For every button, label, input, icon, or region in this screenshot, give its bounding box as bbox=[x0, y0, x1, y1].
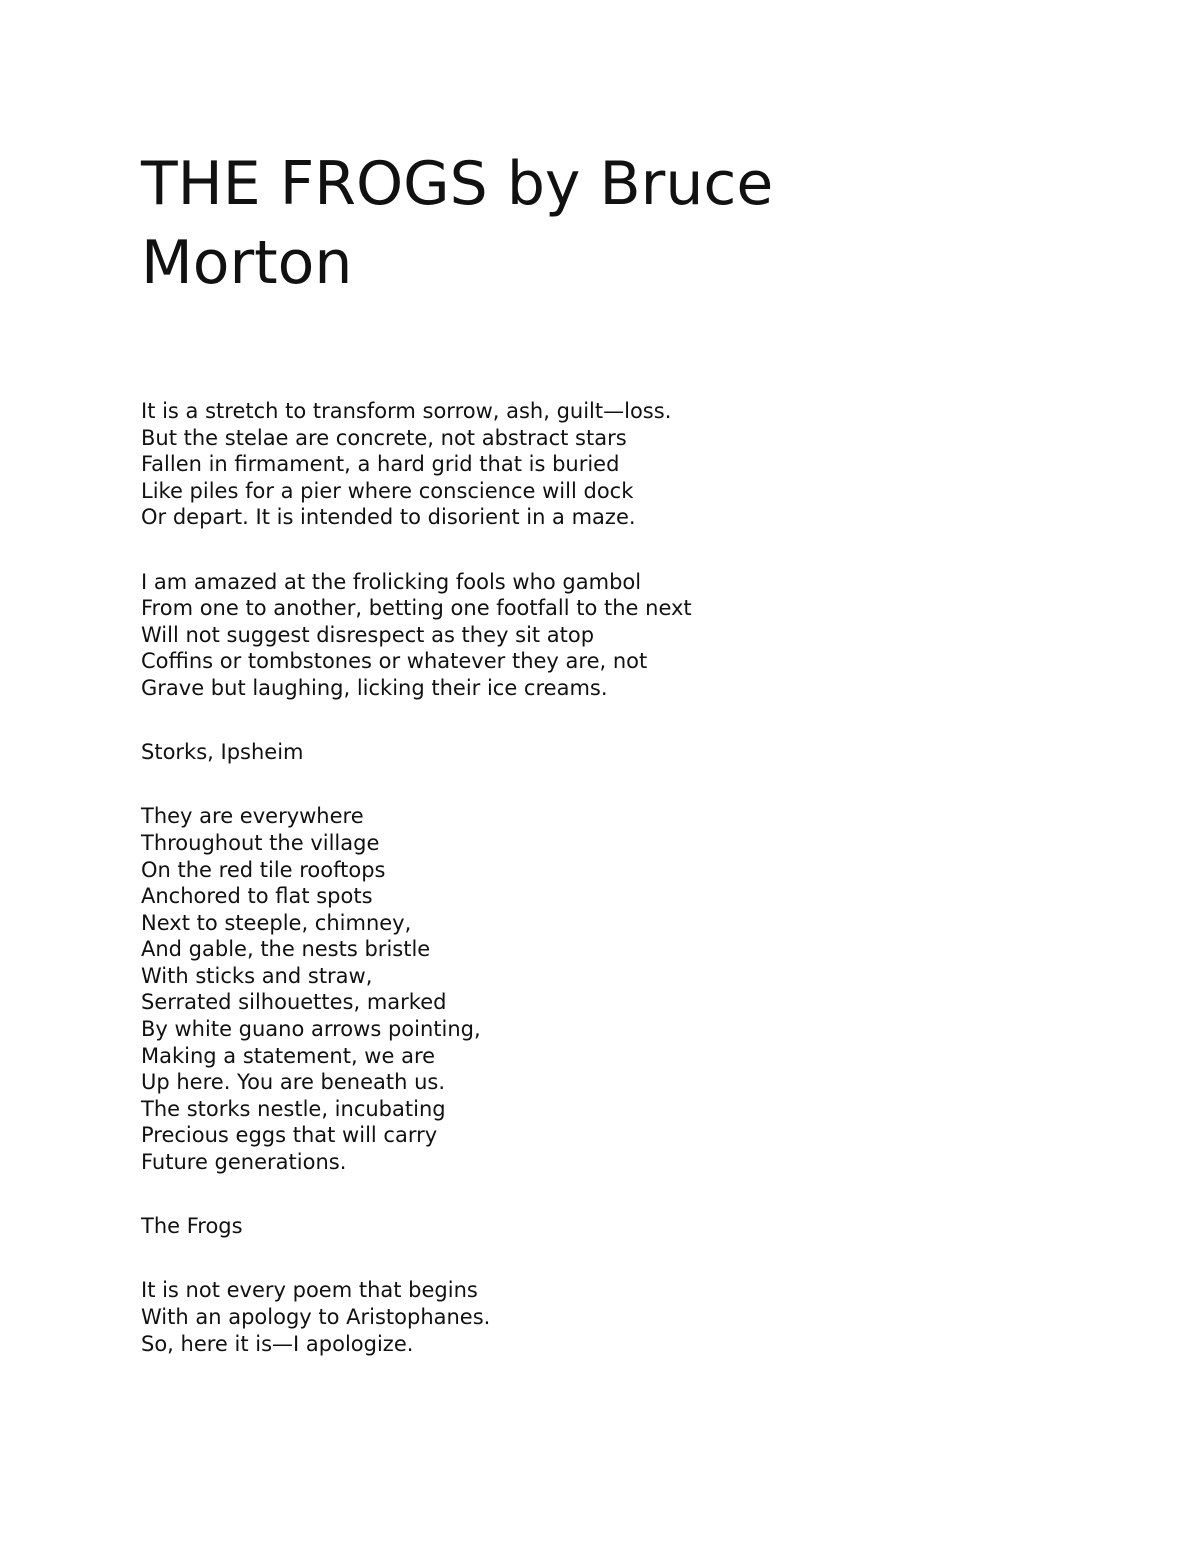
poem-line: I am amazed at the frolicking fools who gambol bbox=[141, 569, 642, 594]
poem-line: It is a stretch to transform sorrow, ash, guilt—loss. bbox=[141, 399, 672, 423]
poem-heading-frogs: The Frogs bbox=[141, 1214, 243, 1239]
poem-line: Precious eggs that will carry bbox=[141, 1123, 438, 1148]
poem-line: Coffins or tombstones or whatever they are, not bbox=[141, 649, 648, 674]
poem-line: And gable, the nests bristle bbox=[141, 937, 431, 962]
poem-line: Anchored to flat spots bbox=[141, 884, 373, 909]
poem-line: Future generations. bbox=[141, 1150, 347, 1175]
poem-line: Throughout the village bbox=[141, 830, 380, 855]
stanza-frogs bbox=[141, 1277, 1041, 1357]
poem-line: From one to another, betting one footfall to the next bbox=[141, 596, 692, 621]
stanza-memorial bbox=[141, 398, 1041, 531]
poem-line: The storks nestle, incubating bbox=[141, 1096, 446, 1121]
poem-line: Making a statement, we are bbox=[141, 1043, 436, 1068]
stanza-frolicking bbox=[141, 569, 1041, 702]
poem-line: They are everywhere bbox=[141, 804, 364, 829]
poem-line: So, here it is—I apologize. bbox=[141, 1331, 414, 1356]
poem-line: Up here. You are beneath us. bbox=[141, 1070, 446, 1095]
poem-line: Or depart. It is intended to disorient in a maze. bbox=[141, 505, 636, 530]
poem-line: Will not suggest disrespect as they sit atop bbox=[141, 622, 595, 647]
document-title: THE FROGS by Bruce Morton bbox=[141, 149, 774, 298]
poem-body bbox=[141, 398, 1041, 1395]
stanza-storks bbox=[141, 803, 1041, 1175]
poem-line: With an apology to Aristophanes. bbox=[141, 1305, 491, 1329]
poem-line: Next to steeple, chimney, bbox=[141, 910, 412, 935]
poem-line: Like piles for a pier where conscience will dock bbox=[141, 478, 634, 503]
poem-line: On the red tile rooftops bbox=[141, 857, 386, 882]
poem-line: Grave but laughing, licking their ice creams. bbox=[141, 675, 608, 700]
poem-line: With sticks and straw, bbox=[141, 963, 373, 988]
poem-heading-storks: Storks, Ipsheim bbox=[141, 740, 304, 765]
poem-line: By white guano arrows pointing, bbox=[141, 1017, 481, 1042]
poem-line: But the stelae are concrete, not abstract stars bbox=[141, 425, 627, 450]
poem-line: Serrated silhouettes, marked bbox=[141, 990, 447, 1015]
poem-line: It is not every poem that begins bbox=[141, 1278, 478, 1303]
poem-line: Fallen in firmament, a hard grid that is buried bbox=[141, 452, 620, 477]
